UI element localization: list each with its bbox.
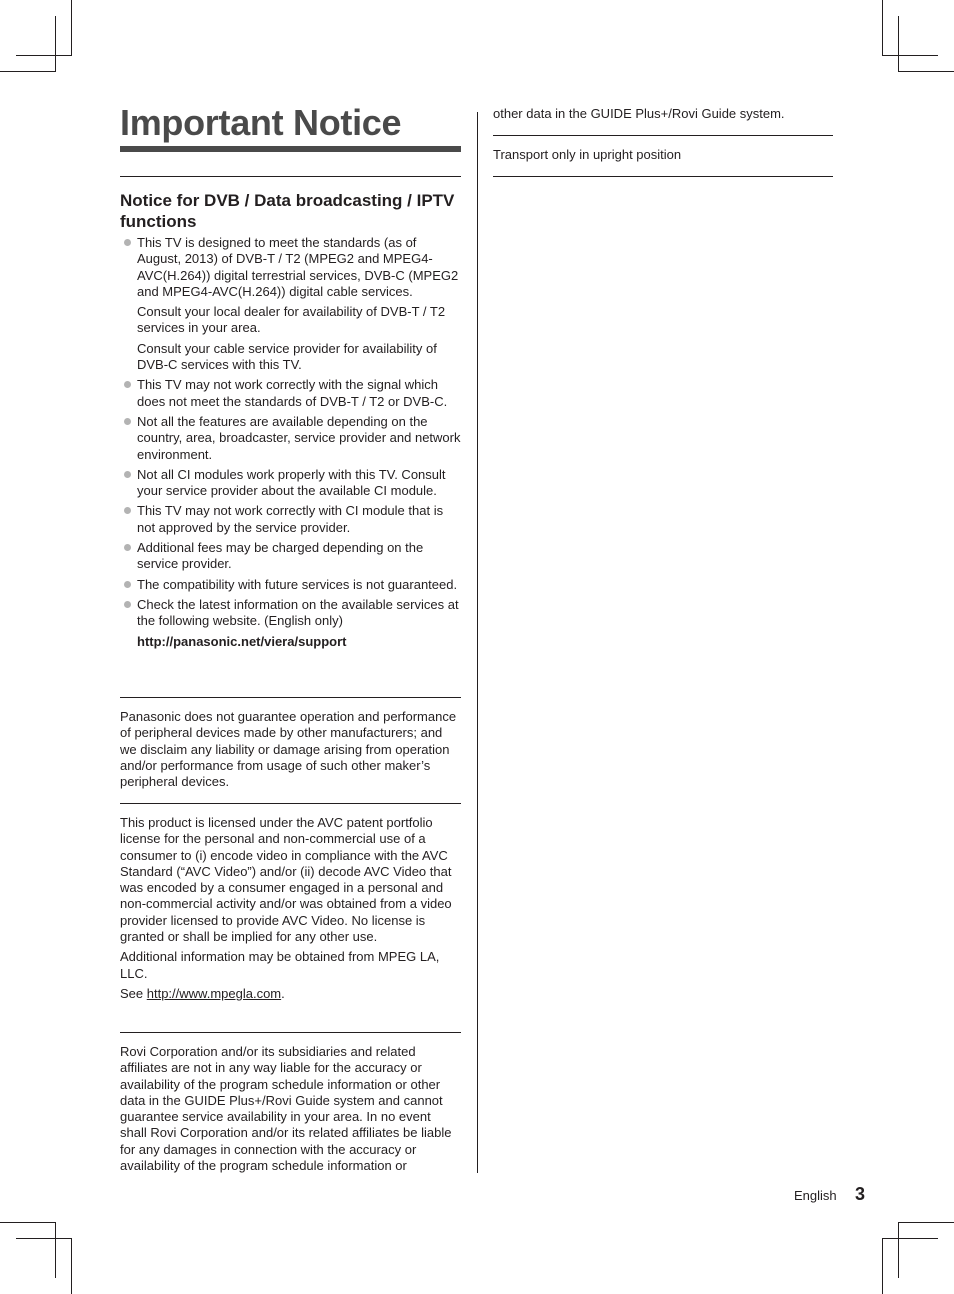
list-item [120,377,461,410]
transport-section [493,147,833,167]
crop-mark [898,16,899,72]
avc-section [120,815,461,1006]
bullet-text: This TV is designed to meet the standards (as of August, 2013) of DVB-T / T2 (MPEG2 and MPEG4-AVC(H.264)) digital terrestrial services, DVB-C (MPEG2 and MPEG4-AVC(H.264)) digital cable services. [137,235,459,299]
transport-text: Transport only in upright position [493,147,682,162]
dvb-section [120,190,461,650]
bullet-text: The compatibility with future services is not guaranteed. [137,576,458,592]
bullet-icon [124,601,131,608]
section-divider [120,1032,461,1033]
peripheral-section [120,709,461,794]
section-divider [120,697,461,698]
avc-info-text: Additional information may be obtained from MPEG LA, LLC. [120,949,440,981]
avc-see-line [120,986,461,1002]
crop-mark [71,1238,72,1294]
rovi-text: Rovi Corporation and/or its subsidiaries and related affiliates are not in any way liable for the accuracy or availability of the program schedule information or other data in the GUIDE Plus+/Rovi Guide system and cannot guarantee service availability in your area. In no event shall Rovi Corporation and/or its related affiliates be liable for any damages in connection with the accuracy or availability of the program schedule information or [120,1044,452,1174]
crop-mark [882,0,883,56]
crop-mark [898,71,954,72]
bullet-subtext: Consult your cable service provider for availability of DVB-C services with this TV. [137,340,437,373]
crop-mark [16,55,72,56]
bullet-text: Not all CI modules work properly with this TV. Consult your service provider about the available CI module. [137,466,446,499]
crop-mark [882,1238,938,1239]
bullet-text: This TV may not work correctly with CI module that is not approved by the service provider. [137,503,444,535]
bullet-icon [124,239,131,246]
list-item [120,597,461,630]
page-number: 3 [855,1184,866,1204]
section-divider [120,803,461,804]
crop-mark [55,16,56,72]
crop-mark [55,1222,56,1278]
mpegla-link[interactable]: http://www.mpegla.com [146,985,282,1001]
rovi-text-continued: other data in the GUIDE Plus+/Rovi Guide system. [493,106,785,121]
period: . [281,985,285,1001]
section-divider [493,176,833,177]
bullet-icon [124,381,131,388]
crop-mark [0,1222,56,1223]
see-label: See [120,985,147,1001]
bullet-text: Check the latest information on the available services at the following website. (English only) [137,596,459,629]
dvb-bullet-list [120,235,461,630]
bullet-icon [124,418,131,425]
list-item [120,414,461,463]
crop-mark [898,1222,899,1278]
bullet-icon [124,507,131,514]
bullet-icon [124,544,131,551]
rovi-continued [493,106,833,126]
list-item [120,235,461,373]
column-divider [477,112,478,1173]
crop-mark [882,1238,883,1294]
list-item [120,503,461,536]
bullet-text: This TV may not work correctly with the signal which does not meet the standards of DVB-T / T2 or DVB-C. [137,377,448,409]
list-item [120,577,461,593]
title-rule [120,146,461,152]
list-item [120,467,461,500]
bullet-icon [124,581,131,588]
section-divider [120,176,461,177]
peripheral-text: Panasonic does not guarantee operation and performance of peripheral devices made by other manufacturers; and we disclaim any liability or damage arising from operation and/or performance from usage of such other maker’s peripheral devices. [120,709,457,790]
crop-mark [898,1222,954,1223]
section-divider [493,135,833,136]
bullet-icon [124,471,131,478]
support-url: http://panasonic.net/viera/support [137,633,347,649]
page-title: Important Notice [120,102,402,143]
crop-mark [71,0,72,56]
bullet-text: Additional fees may be charged depending on the service provider. [137,540,424,572]
bullet-subtext: Consult your local dealer for availability of DVB-T / T2 services in your area. [137,304,446,336]
bullet-text: Not all the features are available depending on the country, area, broadcaster, service provider and network environment. [137,413,461,462]
rovi-section [120,1044,461,1178]
crop-mark [882,55,938,56]
crop-mark [0,71,56,72]
avc-license-text: This product is licensed under the AVC patent portfolio license for the personal and non-commercial use of a consumer to (i) encode video in compliance with the AVC Standard (“AVC Video”) and/or (ii) decode AVC Video that was encoded by a consumer engaged in a personal and non-commercial activity and/or was obtained from a video provider licensed to provide AVC Video. No license is granted or shall be implied for any other use. [120,815,452,945]
crop-mark [16,1238,72,1239]
dvb-heading: Notice for DVB / Data broadcasting / IPTV functions [120,191,455,231]
list-item [120,540,461,573]
footer-language: English [794,1188,837,1203]
